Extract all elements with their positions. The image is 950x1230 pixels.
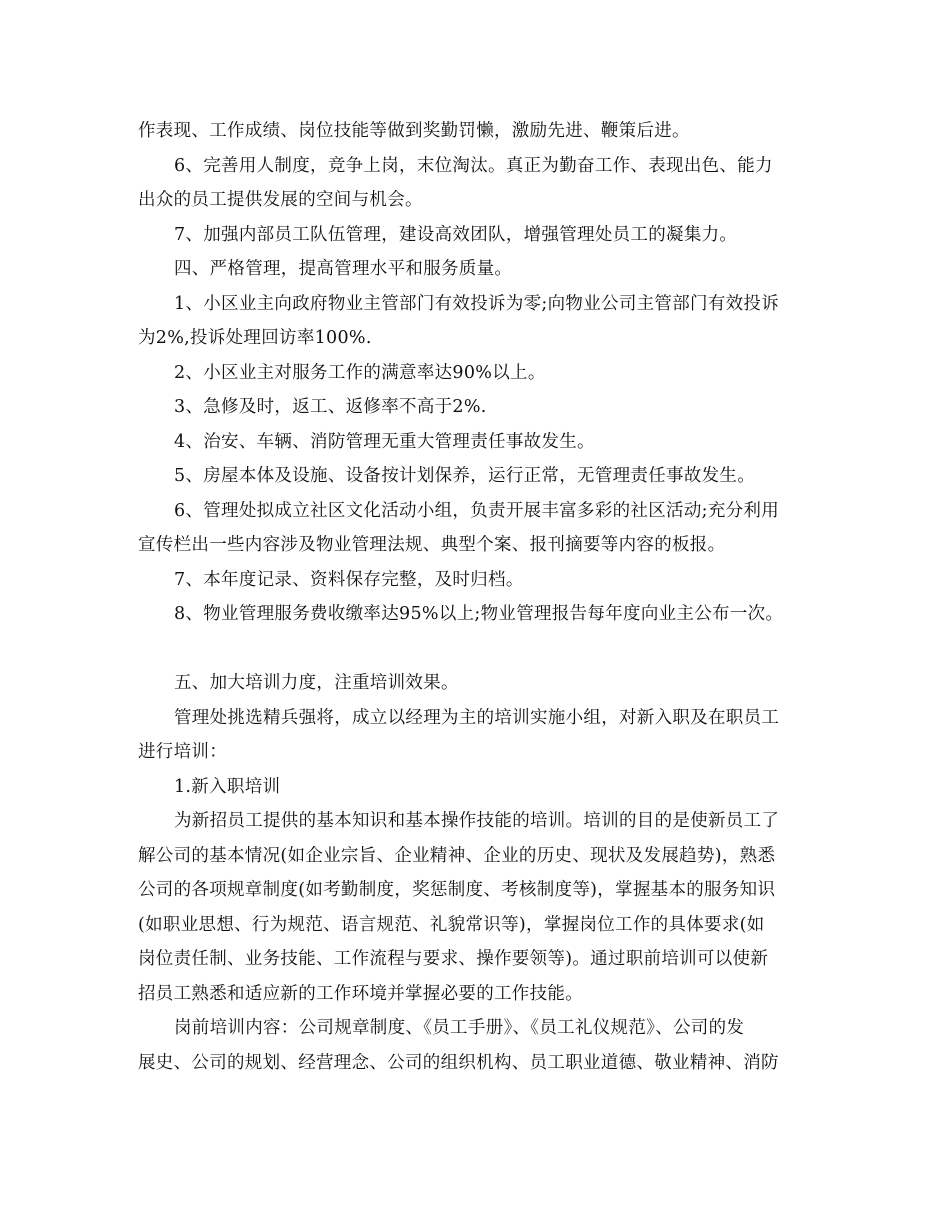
- paragraph-gap: [138, 632, 814, 667]
- text-line: 管理处挑选精兵强将，成立以经理为主的培训实施小组，对新入职及在职员工: [174, 707, 780, 728]
- text-line: 展史、公司的规划、经营理念、公司的组织机构、员工职业道德、敬业精神、消防: [138, 1052, 779, 1073]
- text-line: 4、治安、车辆、消防管理无重大管理责任事故发生。: [174, 431, 595, 452]
- text-line: 为新招员工提供的基本知识和基本操作技能的培训。培训的目的是使新员工了: [174, 811, 780, 831]
- text-line: 五、加大培训力度，注重培训效果。: [174, 673, 459, 693]
- text-line: 出众的员工提供发展的空间与机会。: [138, 190, 423, 210]
- text-line: 岗前培训内容：公司规章制度、《员工手册》、《员工礼仪规范》、公司的发: [174, 1018, 745, 1038]
- text-line: (如职业思想、行为规范、语言规范、礼貌常识等)，掌握岗位工作的具体要求(如: [138, 914, 765, 935]
- text-line: 为2%,投诉处理回访率100%.: [138, 328, 372, 348]
- text-line: 3、急修及时，返工、返修率不高于2%.: [174, 397, 487, 417]
- text-line: 1、小区业主向政府物业主管部门有效投诉为零;向物业公司主管部门有效投诉: [174, 293, 780, 314]
- text-line: 作表现、工作成绩、岗位技能等做到奖勤罚懒，激励先进、鞭策后进。: [138, 121, 690, 141]
- text-line: 公司的各项规章制度(如考勤制度，奖惩制度、考核制度等)，掌握基本的服务知识: [138, 880, 776, 900]
- document-page: [138, 114, 814, 1080]
- text-line: 解公司的基本情况(如企业宗旨、企业精神、企业的历史、现状及发展趋势)，熟悉: [138, 845, 776, 866]
- text-line: 8、物业管理服务费收缴率达95%以上;物业管理报告每年度向业主公布一次。: [174, 604, 784, 624]
- text-line: 5、房屋本体及设施、设备按计划保养，运行正常，无管理责任事故发生。: [174, 466, 756, 486]
- text-line: 岗位责任制、业务技能、工作流程与要求、操作要领等)。通过职前培训可以使新: [138, 949, 769, 969]
- text-line: 6、完善用人制度，竞争上岗，末位淘汰。真正为勤奋工作、表现出色、能力: [174, 155, 773, 176]
- text-line: 7、本年度记录、资料保存完整，及时归档。: [174, 569, 524, 590]
- text-line: 招员工熟悉和适应新的工作环境并掌握必要的工作技能。: [138, 983, 583, 1004]
- text-line: 宣传栏出一些内容涉及物业管理法规、典型个案、报刊摘要等内容的板报。: [138, 535, 726, 555]
- text-line: 1.新入职培训: [174, 776, 281, 797]
- text-line: 6、管理处拟成立社区文化活动小组，负责开展丰富多彩的社区活动;充分利用: [174, 500, 780, 521]
- text-line: 7、加强内部员工队伍管理，建设高效团队，增强管理处员工的凝集力。: [174, 224, 738, 245]
- text-line: 2、小区业主对服务工作的满意率达90%以上。: [174, 362, 546, 383]
- text-line: 四、严格管理，提高管理水平和服务质量。: [174, 259, 513, 279]
- text-line: 进行培训：: [138, 742, 227, 762]
